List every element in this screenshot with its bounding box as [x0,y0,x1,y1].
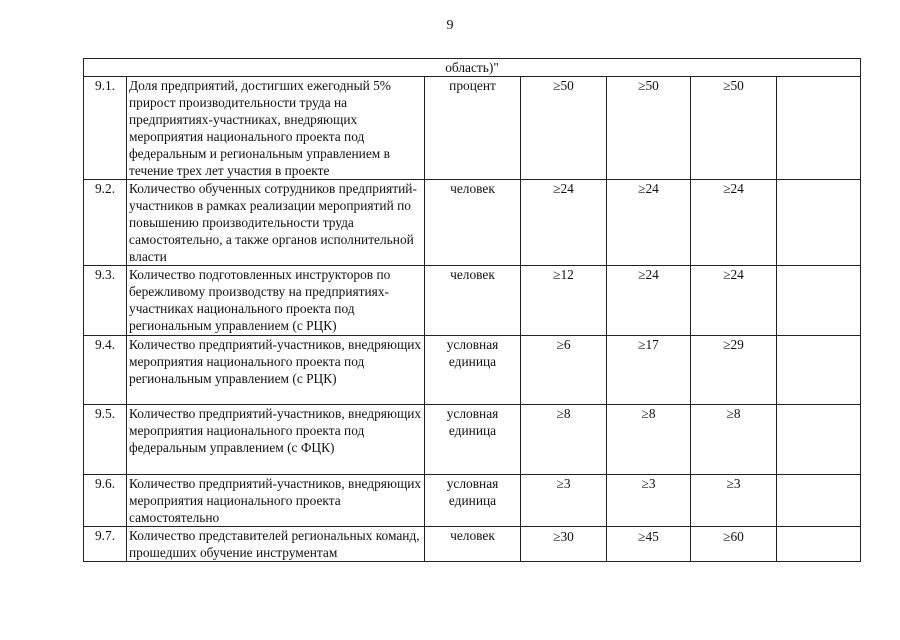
table-row [84,405,861,475]
row-number: 9.3. [84,266,127,336]
empty-cell [777,336,861,405]
continuation-text: область)" [84,59,861,77]
table-row [84,266,861,336]
empty-cell [777,405,861,475]
value-year-3: ≥8 [691,405,777,475]
value-year-2: ≥17 [607,336,691,405]
value-year-1: ≥3 [521,475,607,527]
row-number: 9.7. [84,527,127,562]
value-year-1: ≥8 [521,405,607,475]
value-year-3: ≥60 [691,527,777,562]
table-row [84,77,861,180]
indicator-name: Количество обученных сотрудников предприятий-участников в рамках реализации мероприятий по повышению производительности труда самостоятельно, а также органов исполнительной власти [127,180,425,266]
value-year-2: ≥24 [607,180,691,266]
unit-cell: условная единица [425,336,521,405]
indicator-name: Количество представителей региональных команд, прошедших обучение инструментам [127,527,425,562]
value-year-2: ≥24 [607,266,691,336]
value-year-3: ≥29 [691,336,777,405]
value-year-3: ≥3 [691,475,777,527]
indicators-table [83,58,861,562]
indicator-name: Количество предприятий-участников, внедряющих мероприятия национального проекта самостоятельно [127,475,425,527]
value-year-1: ≥30 [521,527,607,562]
value-year-2: ≥8 [607,405,691,475]
value-year-2: ≥3 [607,475,691,527]
empty-cell [777,266,861,336]
unit-cell: человек [425,527,521,562]
table-row [84,180,861,266]
unit-cell: человек [425,266,521,336]
table-row [84,527,861,562]
value-year-3: ≥24 [691,266,777,336]
value-year-1: ≥24 [521,180,607,266]
row-number: 9.6. [84,475,127,527]
indicator-name: Количество предприятий-участников, внедряющих мероприятия национального проекта под федеральным управлением (с ФЦК) [127,405,425,475]
value-year-1: ≥12 [521,266,607,336]
indicator-name: Количество предприятий-участников, внедряющих мероприятия национального проекта под региональным управлением (с РЦК) [127,336,425,405]
value-year-1: ≥50 [521,77,607,180]
row-number: 9.1. [84,77,127,180]
empty-cell [777,180,861,266]
empty-cell [777,77,861,180]
table-row [84,475,861,527]
value-year-3: ≥24 [691,180,777,266]
value-year-1: ≥6 [521,336,607,405]
unit-cell: условная единица [425,475,521,527]
row-number: 9.2. [84,180,127,266]
value-year-2: ≥50 [607,77,691,180]
empty-cell [777,527,861,562]
empty-cell [777,475,861,527]
value-year-2: ≥45 [607,527,691,562]
value-year-3: ≥50 [691,77,777,180]
row-number: 9.5. [84,405,127,475]
unit-cell: условная единица [425,405,521,475]
indicator-name: Доля предприятий, достигших ежегодный 5% прирост производительности труда на предприятиях-участниках, внедряющих мероприятия национального проекта под федеральным и региональным управлением в течение трех лет участия в проекте [127,77,425,180]
unit-cell: человек [425,180,521,266]
continuation-row [84,59,861,77]
table-row [84,336,861,405]
unit-cell: процент [425,77,521,180]
page-number: 9 [446,18,454,33]
row-number: 9.4. [84,336,127,405]
indicator-name: Количество подготовленных инструкторов по бережливому производству на предприятиях-участниках национального проекта под региональным управлением (с РЦК) [127,266,425,336]
